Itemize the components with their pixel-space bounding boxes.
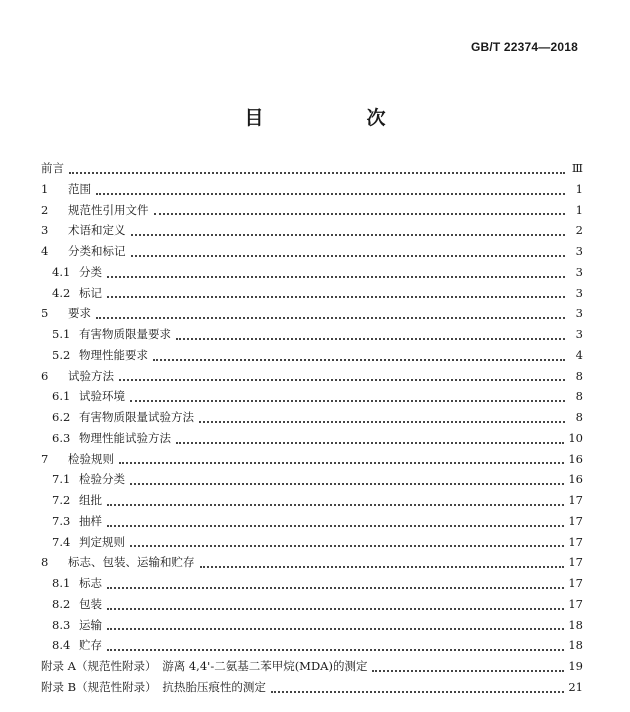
toc-entry[interactable]	[41, 534, 583, 555]
toc-entry[interactable]	[41, 243, 583, 264]
toc-entry[interactable]	[41, 596, 583, 617]
toc-entry[interactable]	[41, 658, 583, 679]
dot-leader	[130, 535, 564, 547]
toc-entry[interactable]	[41, 202, 583, 223]
toc-entry-title: 规范性引用文件	[68, 202, 149, 217]
dot-leader	[131, 224, 566, 236]
toc-entry-page: 3	[575, 264, 583, 279]
toc-entry-number: 7.2	[52, 493, 71, 507]
toc-entry-title: 抽样	[79, 513, 102, 528]
toc-entry-number: 6.1	[52, 389, 71, 404]
toc-entry-page: Ⅲ	[571, 161, 583, 175]
toc-entry-number: 4	[41, 244, 49, 258]
toc-entry-number: 4.1	[52, 264, 71, 279]
toc-entry-number: 8.4	[52, 638, 71, 653]
toc-entry-number: 7	[41, 451, 49, 466]
toc-entry-number: 4.2	[52, 285, 71, 300]
dot-leader	[69, 162, 565, 174]
dot-leader	[107, 515, 564, 527]
toc-entry[interactable]	[41, 554, 583, 575]
toc-entry[interactable]	[41, 181, 583, 202]
toc-entry[interactable]	[41, 409, 583, 430]
toc-entry-title: 物理性能试验方法	[79, 430, 171, 445]
toc-entry-title: 检验规则	[68, 451, 114, 466]
toc-entry-page: 10	[568, 430, 583, 445]
dot-leader	[119, 369, 565, 381]
table-of-contents	[41, 160, 583, 700]
dot-leader	[107, 618, 564, 630]
toc-entry-title: 附录 A（规范性附录） 游离 4,4'-二氨基二苯甲烷(MDA)的测定	[41, 659, 368, 673]
dot-leader	[130, 473, 564, 485]
toc-entry-page: 17	[568, 596, 583, 611]
toc-entry-page: 17	[568, 493, 583, 507]
toc-entry-number: 3	[41, 223, 49, 238]
toc-entry-title: 标志	[79, 576, 102, 590]
toc-entry-title: 分类和标记	[68, 244, 126, 258]
toc-entry-title: 范围	[68, 181, 91, 196]
standard-number: GB/T 22374—2018	[470, 40, 578, 54]
toc-entry-number: 1	[41, 181, 49, 196]
toc-entry-page: 1	[575, 181, 583, 196]
toc-entry-page: 8	[575, 410, 583, 424]
dot-leader	[96, 307, 565, 319]
toc-entry[interactable]	[41, 617, 583, 638]
toc-entry-title: 检验分类	[79, 472, 125, 487]
toc-entry-page: 17	[568, 555, 583, 570]
toc-entry[interactable]	[41, 471, 583, 492]
toc-entry-page: 8	[575, 368, 583, 383]
dot-leader	[176, 432, 564, 444]
toc-entry-title: 标记	[79, 285, 102, 300]
toc-entry-number: 5	[41, 306, 49, 321]
toc-entry-title: 运输	[79, 617, 102, 632]
toc-entry-page: 19	[568, 659, 583, 673]
dot-leader	[372, 660, 564, 672]
dot-leader	[199, 411, 565, 423]
toc-entry[interactable]	[41, 388, 583, 409]
toc-entry[interactable]	[41, 368, 583, 389]
toc-entry[interactable]	[41, 575, 583, 596]
toc-entry-title: 贮存	[79, 638, 102, 653]
toc-entry-title: 分类	[79, 264, 102, 279]
toc-entry-title: 试验环境	[79, 389, 125, 404]
toc-entry-page: 8	[575, 389, 583, 404]
toc-entry-page: 18	[568, 638, 583, 653]
toc-entry-number: 7.1	[52, 472, 71, 487]
toc-entry-page: 3	[575, 306, 583, 321]
toc-entry-title: 包装	[79, 596, 102, 611]
toc-entry[interactable]	[41, 264, 583, 285]
dot-leader	[107, 494, 564, 506]
toc-entry[interactable]	[41, 430, 583, 451]
toc-entry[interactable]	[41, 285, 583, 306]
toc-entry-title: 有害物质限量试验方法	[79, 410, 194, 424]
toc-entry-page: 2	[575, 223, 583, 238]
toc-entry-title: 附录 B（规范性附录） 抗热胎压痕性的测定	[41, 679, 266, 694]
toc-entry-title: 前言	[41, 161, 64, 175]
dot-leader	[131, 245, 566, 257]
toc-entry[interactable]	[41, 637, 583, 658]
toc-entry-page: 18	[568, 617, 583, 632]
dot-leader	[200, 556, 565, 568]
toc-entry-title: 术语和定义	[68, 223, 126, 238]
toc-entry-title: 物理性能要求	[79, 347, 148, 362]
dot-leader	[271, 681, 565, 693]
dot-leader	[107, 286, 565, 298]
toc-entry[interactable]	[41, 451, 583, 472]
toc-entry-page: 3	[575, 244, 583, 258]
toc-entry-page: 3	[575, 285, 583, 300]
toc-entry[interactable]	[41, 326, 583, 347]
dot-leader	[96, 183, 565, 195]
toc-entry-page: 17	[568, 576, 583, 590]
dot-leader	[107, 598, 564, 610]
toc-entry[interactable]	[41, 305, 583, 326]
toc-entry-number: 6	[41, 368, 49, 383]
toc-entry[interactable]	[41, 492, 583, 513]
toc-entry-number: 8	[41, 555, 49, 570]
dot-leader	[107, 639, 564, 651]
toc-entry-title: 要求	[68, 306, 91, 321]
toc-entry-number: 2	[41, 202, 49, 217]
toc-entry-page: 1	[575, 202, 583, 217]
toc-entry[interactable]	[41, 679, 583, 700]
toc-entry[interactable]	[41, 513, 583, 534]
toc-entry-number: 8.2	[52, 596, 71, 611]
dot-leader	[130, 390, 565, 402]
toc-entry[interactable]	[41, 160, 583, 181]
toc-entry-page: 3	[575, 327, 583, 341]
toc-entry[interactable]	[41, 347, 583, 368]
dot-leader	[153, 349, 565, 361]
dot-leader	[107, 266, 565, 278]
toc-entry-number: 8.1	[52, 576, 71, 590]
dot-leader	[154, 203, 566, 215]
toc-entry-title: 判定规则	[79, 534, 125, 549]
toc-entry-number: 6.2	[52, 410, 71, 424]
toc-entry-page: 16	[568, 472, 583, 487]
dot-leader	[119, 452, 564, 464]
toc-entry-title: 试验方法	[68, 368, 114, 383]
toc-entry-page: 17	[568, 513, 583, 528]
toc-entry-page: 21	[568, 679, 583, 694]
toc-entry[interactable]	[41, 222, 583, 243]
dot-leader	[107, 577, 564, 589]
toc-entry-page: 17	[568, 534, 583, 549]
toc-entry-number: 7.4	[52, 534, 71, 549]
toc-entry-page: 4	[575, 347, 583, 362]
dot-leader	[176, 328, 565, 340]
toc-entry-title: 组批	[79, 493, 102, 507]
toc-entry-title: 有害物质限量要求	[79, 327, 171, 341]
page-title: 目 次	[244, 107, 428, 129]
toc-entry-number: 6.3	[52, 430, 71, 445]
toc-entry-number: 7.3	[52, 513, 71, 528]
toc-entry-page: 16	[568, 451, 583, 466]
toc-entry-title: 标志、包装、运输和贮存	[68, 555, 195, 570]
toc-entry-number: 8.3	[52, 617, 71, 632]
toc-entry-number: 5.2	[52, 347, 71, 362]
toc-entry-number: 5.1	[52, 327, 71, 341]
